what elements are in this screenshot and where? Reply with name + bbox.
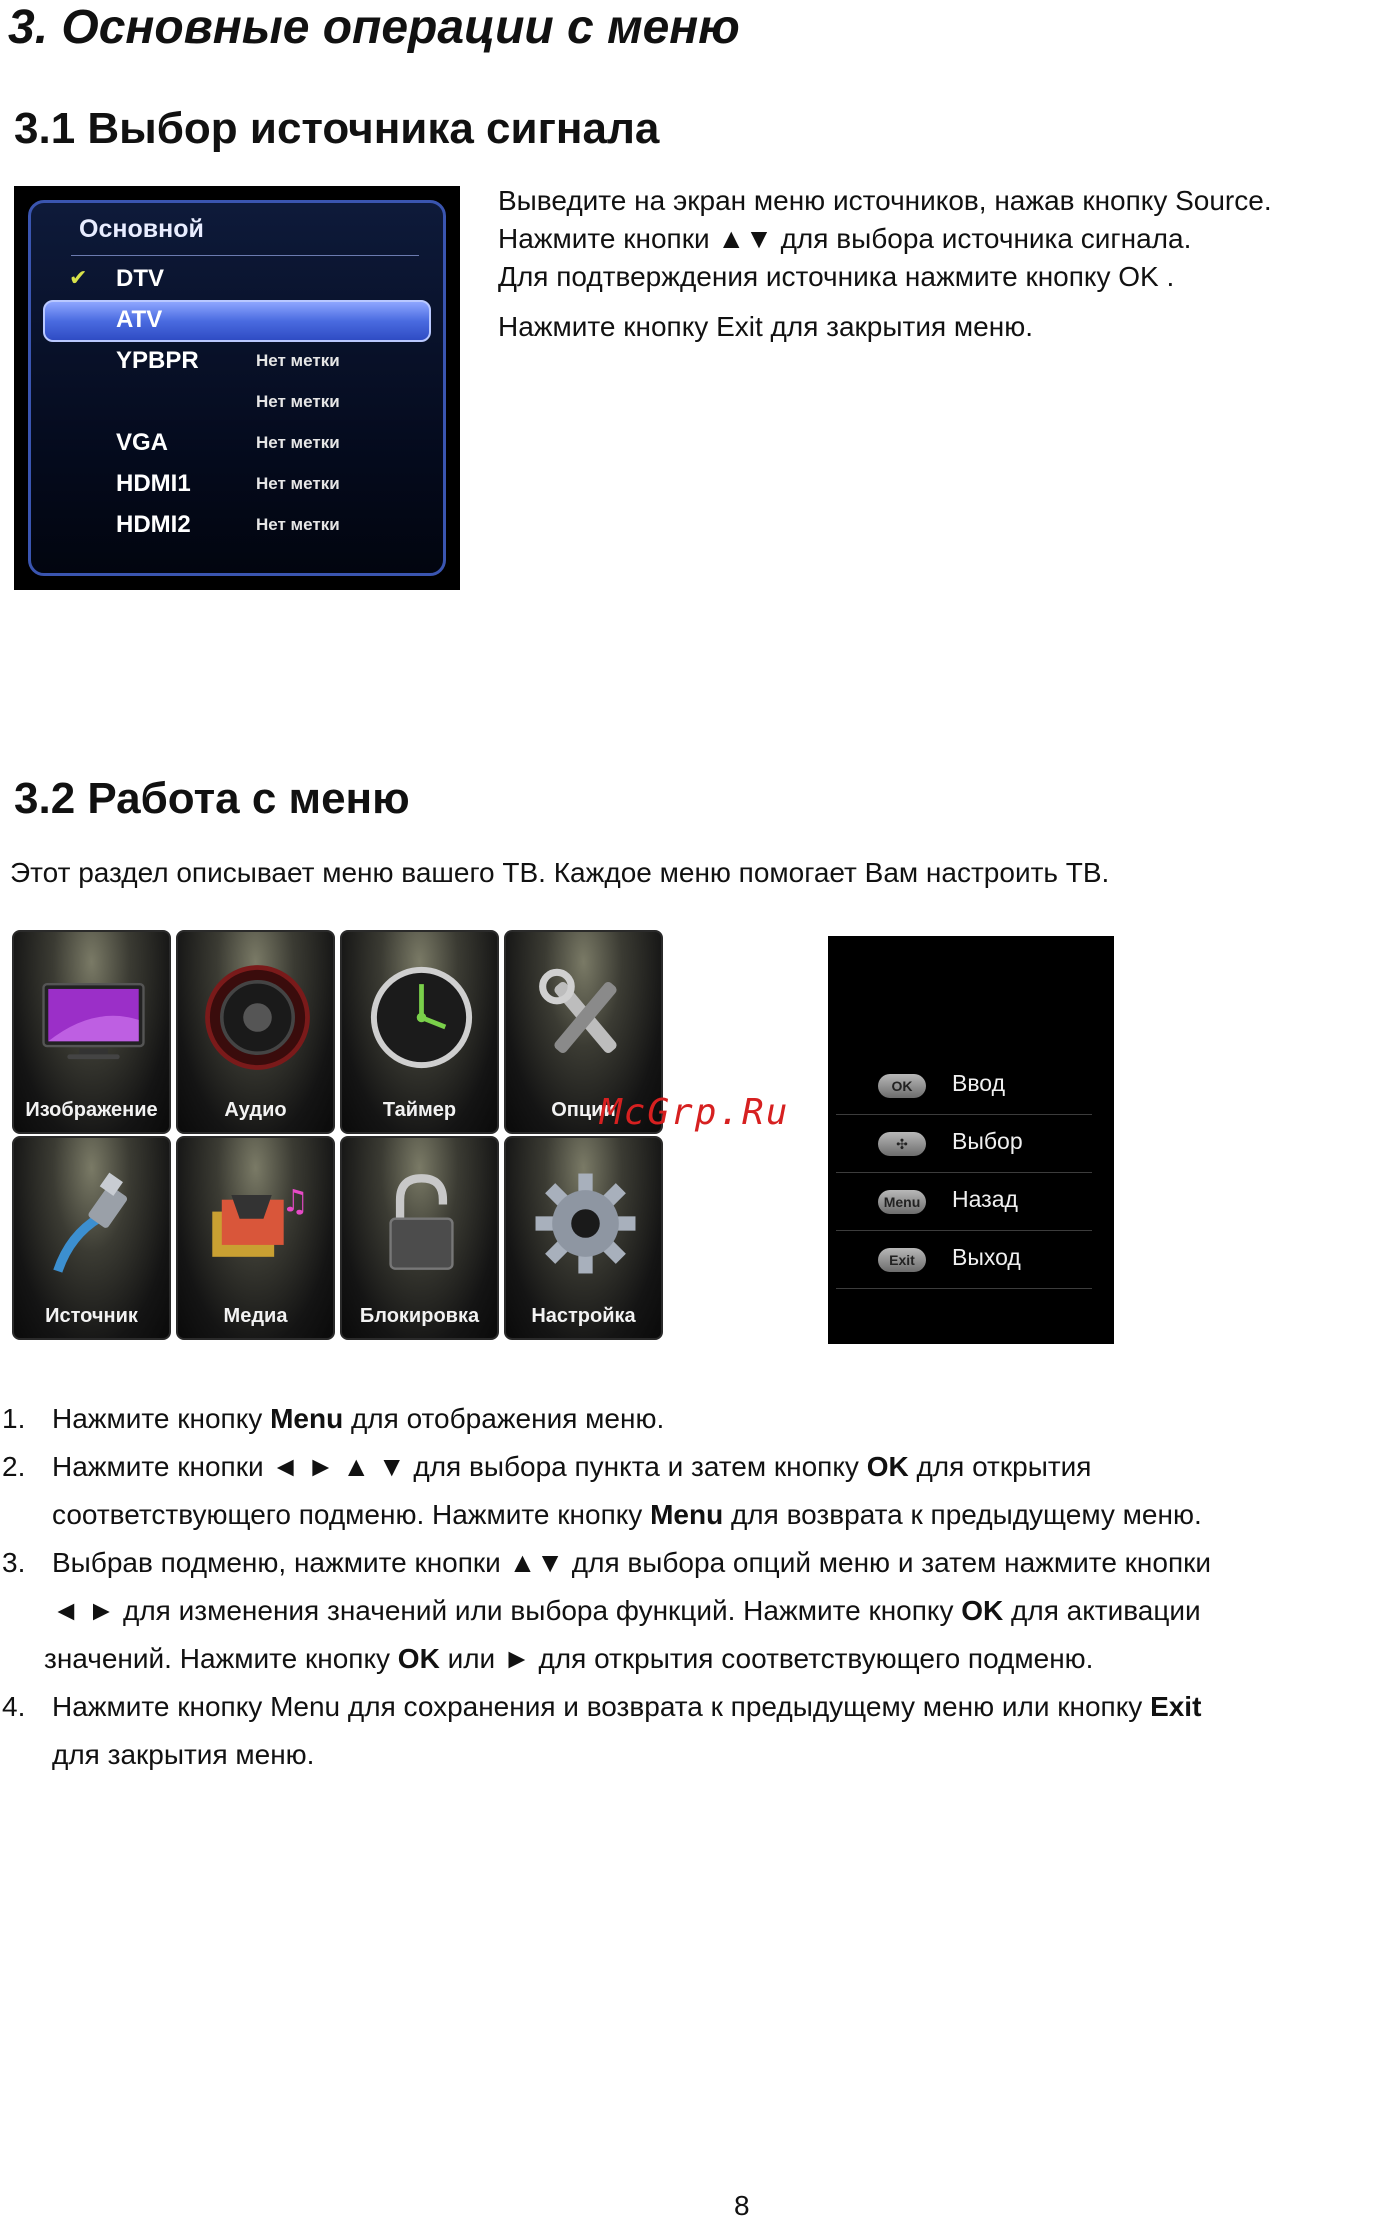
source-item [31,464,443,504]
step-text: Нажмите кнопку Menu для отображения меню. [52,1403,665,1434]
source-item [31,300,443,340]
svg-text:♫: ♫ [281,1183,310,1220]
chapter-title: 3. Основные операции с меню [8,1,740,54]
source-item [31,259,443,299]
section-title-source: 3.1 Выбор источника сигнала [14,104,660,153]
menu-tile-label: Таймер [382,1099,457,1121]
source-item-tag: Нет метки [256,515,340,534]
main-menu-screenshot [12,930,670,1346]
media-icon [198,1164,317,1283]
source-item-tag: Нет метки [256,392,340,411]
step-text: соответствующего подменю. Нажмите кнопку Menu для возврата к предыдущему меню. [52,1499,1202,1530]
menu-tile-label: Опции [551,1099,616,1121]
watermark: McGrp.Ru [600,1092,790,1133]
step-number: 1. [2,1403,26,1434]
menu-tile-label: Медиа [223,1305,288,1327]
check-icon: ✔ [69,265,88,290]
menu-tile-media [176,1136,335,1340]
nav-action-label: Назад [952,1186,1018,1212]
step-number: 4. [2,1691,26,1722]
step-text: Выбрав подменю, нажмите кнопки ▲▼ для выбора опций меню и затем нажмите кнопки [52,1547,1212,1578]
selection-highlight [43,300,431,342]
source-menu-header: Основной [79,215,204,243]
menu-tile-label: Аудио [224,1099,287,1121]
source-item-name: VGA [116,429,169,456]
menu-button-icon: Menu [878,1190,926,1214]
source-item-name: YPBPR [116,347,199,374]
source-item-tag: Нет метки [256,351,340,370]
step-text: значений. Нажмите кнопку OK или ► для открытия соответствующего подменю. [44,1643,1094,1674]
source-item [31,505,443,545]
ok-button-icon: OK [878,1074,926,1098]
source-item-name: HDMI1 [116,470,191,497]
nav-row-select [836,1114,1092,1173]
exit-button-icon: Exit [878,1248,926,1272]
usb-cable-icon [34,1164,153,1283]
source-instruction-line-1: Выведите на экран меню источников, нажав кнопку Source. [498,185,1272,216]
menu-tile-audio [176,930,335,1134]
nav-action-label: Ввод [952,1070,1006,1096]
nav-row-back [836,1172,1092,1231]
source-menu-screenshot [14,186,460,590]
navigation-help-screenshot [828,936,1114,1344]
menu-tile-timer [340,930,499,1134]
menu-tile-source [12,1136,171,1340]
step-text: ◄ ► для изменения значений или выбора функций. Нажмите кнопку OK для активации [52,1595,1201,1626]
source-item-name: DTV [116,265,164,292]
gear-icon [526,1164,645,1283]
page-number: 8 [734,2190,750,2221]
nav-action-label: Выбор [952,1128,1023,1154]
tools-icon [526,958,645,1077]
source-item-tag: Нет метки [256,433,340,452]
menu-tile-label: Блокировка [359,1305,480,1327]
padlock-icon [362,1164,481,1283]
clock-icon [362,958,481,1077]
tv-icon [34,958,153,1077]
source-item-name: ATV [116,306,163,333]
dpad-button-icon: ✣ [878,1132,926,1156]
source-item [31,341,443,381]
divider [71,255,419,256]
menu-tile-label: Изображение [25,1099,158,1121]
step-text: для закрытия меню. [52,1739,315,1770]
step-number: 3. [2,1547,26,1578]
source-item [31,382,443,422]
menu-tile-label: Источник [45,1305,138,1327]
menu-tile-lock [340,1136,499,1340]
menu-tile-picture [12,930,171,1134]
source-item [31,423,443,463]
section-title-menu: 3.2 Работа с меню [14,774,410,823]
nav-action-label: Выход [952,1244,1021,1270]
source-instruction-line-2: Нажмите кнопки ▲▼ для выбора источника сигнала. [498,223,1192,254]
source-item-name: HDMI2 [116,511,191,538]
source-item-tag: Нет метки [256,474,340,493]
step-text: Нажмите кнопки ◄ ► ▲ ▼ для выбора пункта и затем кнопку OK для открытия [52,1451,1092,1482]
nav-row-exit [836,1230,1092,1289]
source-instruction-line-3: Для подтверждения источника нажмите кнопку OK . [498,261,1175,292]
nav-row-ok [836,1056,1092,1115]
menu-tile-settings [504,1136,663,1340]
step-number: 2. [2,1451,26,1482]
source-instruction-line-4: Нажмите кнопку Exit для закрытия меню. [498,311,1033,342]
step-text: Нажмите кнопку Menu для сохранения и возврата к предыдущему меню или кнопку Exit [52,1691,1202,1722]
menu-intro: Этот раздел описывает меню вашего ТВ. Каждое меню помогает Вам настроить ТВ. [10,857,1110,888]
menu-tile-label: Настройка [531,1305,636,1327]
source-menu-frame [28,200,446,576]
speaker-icon [198,958,317,1077]
